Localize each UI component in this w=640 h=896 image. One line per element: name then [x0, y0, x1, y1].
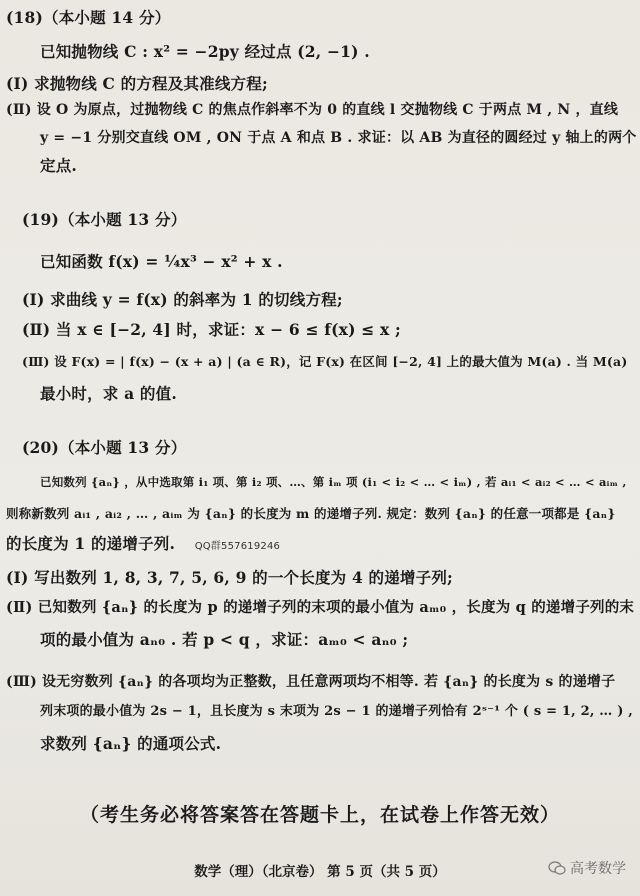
q20-stem-line2: 则称新数列 aᵢ₁ , aᵢ₂ , … , aᵢₘ 为 {aₙ} 的长度为 m 的递增子列. 规定：数列 {aₙ} 的任意一项都是 {aₙ} [6, 506, 616, 521]
q18-part1: (Ⅰ) 求抛物线 C 的方程及其准线方程; [6, 74, 268, 93]
watermark [548, 858, 626, 878]
q18-stem: 已知抛物线 C : x² = −2py 经过点 (2, −1) . [40, 42, 370, 61]
qq-group-text: QQ群557619246 [194, 541, 281, 552]
q20-stem-line1: 已知数列 {aₙ} ，从中选取第 i₁ 项、第 i₂ 项、…、第 iₘ 项 (i₁ < i₂ < … < iₘ) , 若 aᵢ₁ < aᵢ₂ < … < aᵢₘ , [40, 475, 627, 489]
page-footer: 数学（理）（北京卷） 第 5 页（共 5 页） [194, 864, 446, 880]
q18-header: (18)（本小题 14 分） [6, 8, 171, 27]
q20-part2-line1: (Ⅱ) 已知数列 {aₙ} 的长度为 p 的递增子列的末项的最小值为 aₘ₀ ，长度为 q 的递增子列的末 [6, 599, 635, 616]
q18-part2-line2: y = −1 分别交直线 OM , ON 于点 A 和点 B . 求证：以 AB 为直径的圆经过 y 轴上的两个 [40, 130, 637, 146]
wechat-icon [548, 861, 566, 875]
q19-part1: (Ⅰ) 求曲线 y = f(x) 的斜率为 1 的切线方程; [22, 290, 343, 309]
q20-stem-line3 [6, 534, 280, 557]
q20-header: (20)（本小题 13 分） [22, 438, 187, 457]
q20-stem-line3-text: 的长度为 1 的递增子列. [6, 534, 176, 553]
q19-stem: 已知函数 f(x) = ¼x³ − x² + x . [40, 252, 283, 271]
q20-part3-line3: 求数列 {aₙ} 的通项公式. [40, 734, 222, 753]
q20-part1: (Ⅰ) 写出数列 1, 8, 3, 7, 5, 6, 9 的一个长度为 4 的递增子列; [6, 568, 453, 587]
q19-part3-line1: (Ⅲ) 设 F(x) = | f(x) − (x + a) | (a ∈ R)，记 F(x) 在区间 [−2, 4] 上的最大值为 M(a) . 当 M(a) [22, 354, 628, 369]
watermark-text: 高考数学 [570, 861, 626, 877]
q20-part3-line2: 列末项的最小值为 2s − 1，且长度为 s 末项为 2s − 1 的递增子列恰有 2ˢ⁻¹ 个 ( s = 1, 2, … ) , [40, 704, 634, 719]
q18-part2-line3: 定点. [40, 156, 77, 175]
q20-part3-line1: (Ⅲ) 设无穷数列 {aₙ} 的各项均为正整数，且任意两项均不相等. 若 {aₙ} 的长度为 s 的递增子 [6, 674, 616, 690]
answer-notice: （考生务必将答案答在答题卡上，在试卷上作答无效） [79, 804, 560, 826]
q19-part2: (Ⅱ) 当 x ∈ [−2, 4] 时，求证：x − 6 ≤ f(x) ≤ x ; [22, 320, 401, 339]
q20-part2-line2: 项的最小值为 aₙ₀ . 若 p < q ，求证：aₘ₀ < aₙ₀ ; [40, 630, 409, 649]
q19-part3-line2: 最小时，求 a 的值. [40, 384, 177, 403]
q19-header: (19)（本小题 13 分） [22, 210, 187, 229]
q18-part2-line1: (Ⅱ) 设 O 为原点，过抛物线 C 的焦点作斜率不为 0 的直线 l 交抛物线 C 于两点 M , N ，直线 [6, 102, 619, 118]
